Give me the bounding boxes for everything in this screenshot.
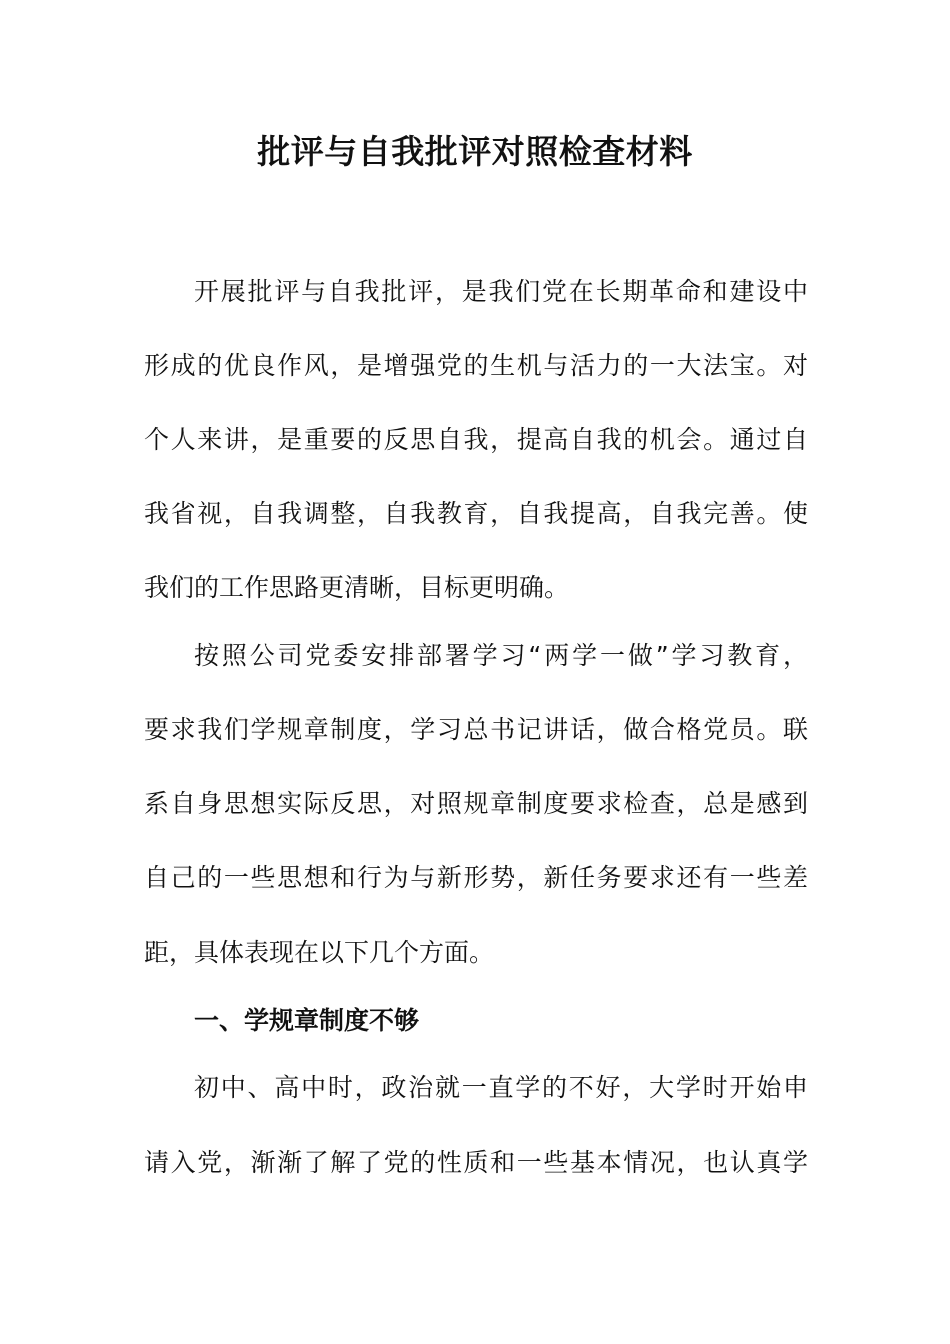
paragraph-3-line-2: 请入党，渐渐了解了党的性质和一些基本情况，也认真学 [144,1148,808,1177]
paragraph-1-line-2: 形成的优良作风，是增强党的生机与活力的一大法宝。对 [144,351,808,380]
paragraph-2-line-3: 系自身思想实际反思，对照规章制度要求检查，总是感到 [144,789,808,818]
paragraph-2-line-1: 按照公司党委安排部署学习“两学一做”学习教育， [194,641,808,670]
paragraph-2-line-2: 要求我们学规章制度，学习总书记讲话，做合格党员。联 [144,715,808,744]
paragraph-2-line-4: 自己的一些思想和行为与新形势，新任务要求还有一些差 [144,863,808,892]
paragraph-3-line-1: 初中、高中时，政治就一直学的不好，大学时开始申 [194,1073,808,1102]
paragraph-2-line-5: 距，具体表现在以下几个方面。 [144,938,495,967]
paragraph-1-line-4: 我省视，自我调整，自我教育，自我提高，自我完善。使 [144,499,808,528]
paragraph-1-line-3: 个人来讲，是重要的反思自我，提高自我的机会。通过自 [144,425,808,454]
document-title: 批评与自我批评对照检查材料 [257,132,693,171]
section-heading-1: 一、学规章制度不够 [194,1006,420,1035]
paragraph-1-line-5: 我们的工作思路更清晰，目标更明确。 [144,573,570,602]
paragraph-1-line-1: 开展批评与自我批评，是我们党在长期革命和建设中 [194,277,808,306]
